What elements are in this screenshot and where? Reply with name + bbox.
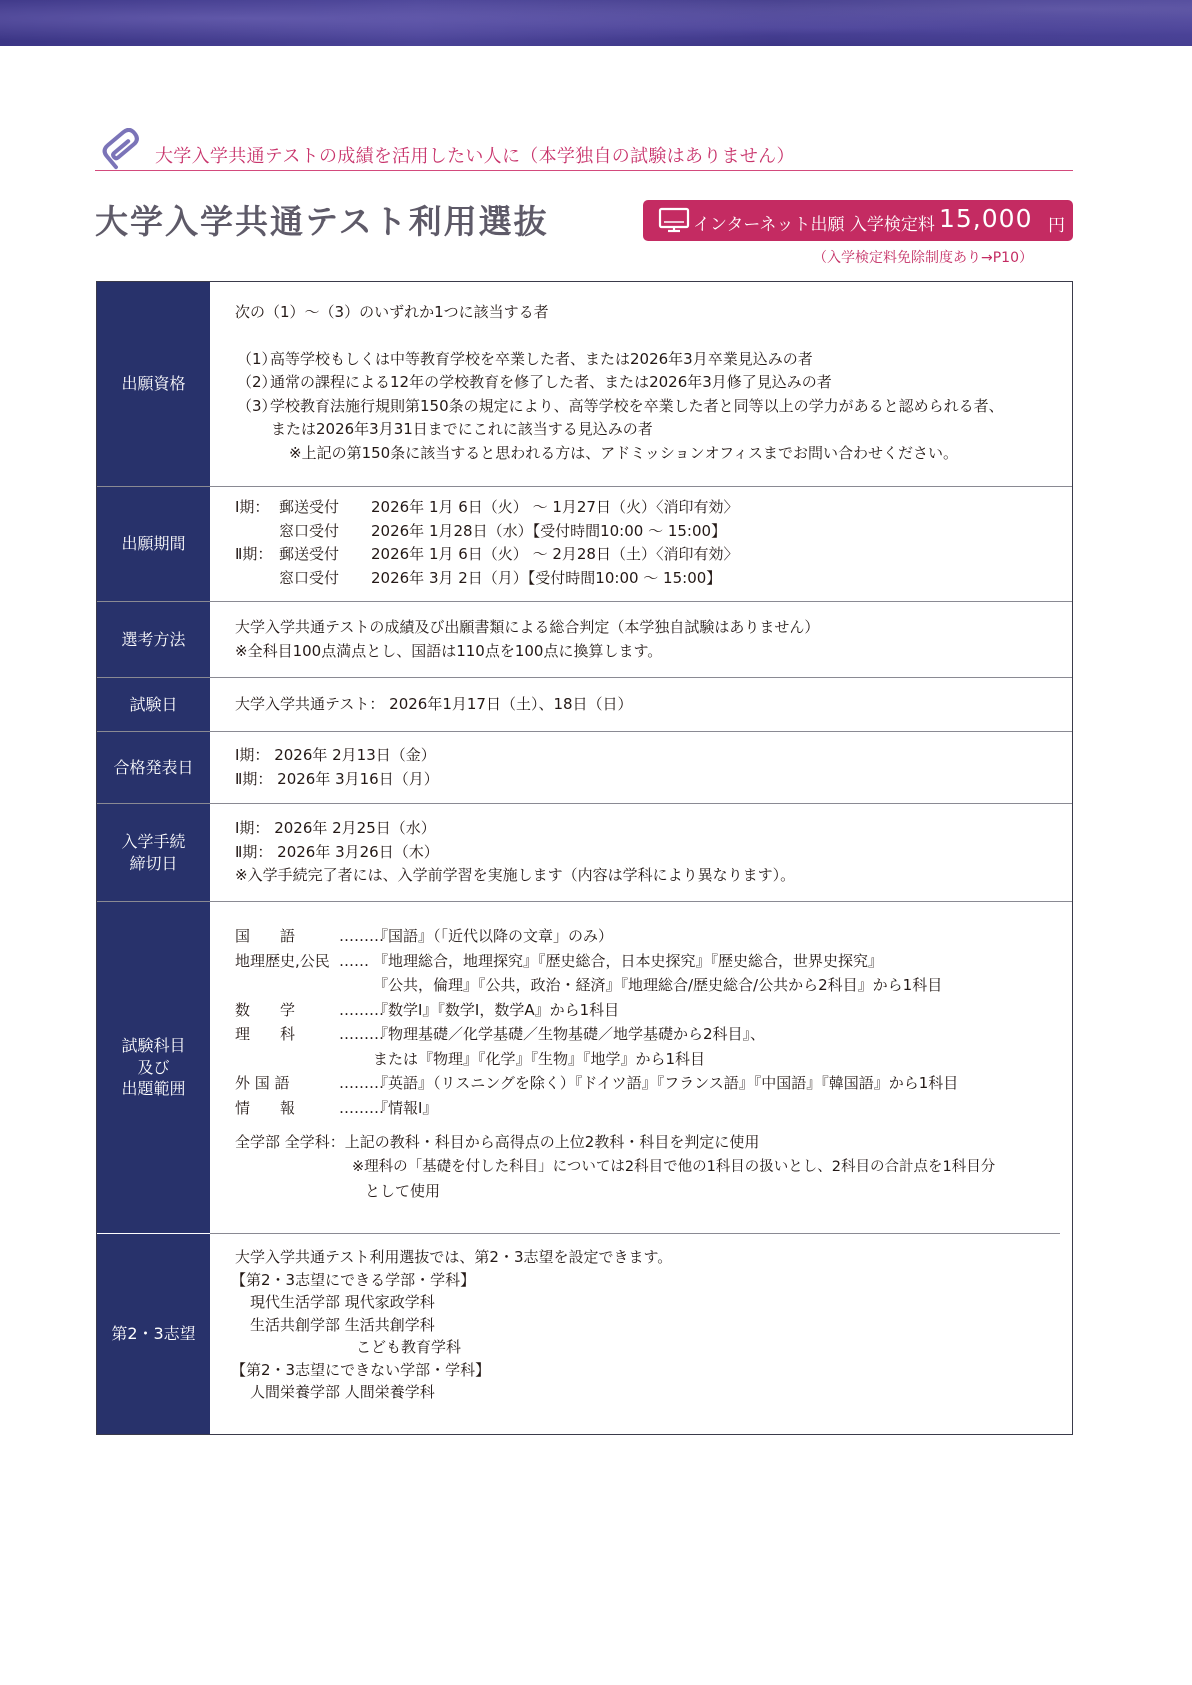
eligibility-continuation: または2026年3月31日までにこれに該当する見込みの者 <box>271 420 653 438</box>
subject-line: 地理歴史,公民 …… 『地理総合，地理探究』『歴史総合，日本史探究』『歴史総合，世界史探究』 <box>235 951 884 970</box>
subjects-rule-note-cont: として使用 <box>365 1182 441 1200</box>
row-label <box>97 804 210 901</box>
row-content <box>210 902 1072 1233</box>
fee-unit: 円 <box>1048 216 1065 236</box>
period-line: 窓口受付 2026年 1月28日（水）【受付時間10:00 ～ 15:00】 <box>279 521 727 540</box>
subject-line: 理 科 ……… 『物理基礎／化学基礎／生物基礎／地学基礎から2科目』、 <box>235 1025 766 1043</box>
row-content <box>210 1234 1072 1434</box>
row-label: 選考方法 <box>97 602 210 677</box>
choice-cannot-heading: 【第2・3志望にできない学部・学科】 <box>231 1360 491 1379</box>
row-enrollment <box>97 804 1072 901</box>
subject-line: 情 報 ……… 『情報Ⅰ』 <box>235 1098 438 1117</box>
period-line: Ⅱ期： 郵送受付 2026年 1月 6日（火） ～ 2月28日（土）〈消印有効〉 <box>235 545 739 563</box>
eligibility-item: （1）高等学校もしくは中等教育学校を卒業した者、または2026年3月卒業見込みの者 <box>237 349 813 368</box>
choice-can-heading: 【第2・3志望にできる学部・学科】 <box>231 1270 476 1289</box>
subject-line: または『物理』『化学』『生物』『地学』から1科目 <box>373 1049 706 1068</box>
subjects-label-2: 及び <box>137 1057 170 1077</box>
row-label: 第2・3志望 <box>97 1234 210 1434</box>
page-title: 大学入学共通テスト利用選抜 <box>95 202 549 241</box>
choice-can-item: 現代生活学部 現代家政学科 <box>250 1293 435 1311</box>
enroll-label-2: 締切日 <box>129 853 178 873</box>
choice-intro: 大学入学共通テスト利用選抜では、第2・3志望を設定できます。 <box>235 1248 673 1266</box>
fee-label: インターネット出願 入学検定料 <box>693 215 935 235</box>
fee-amount: 15,000 <box>939 204 1033 233</box>
row-label <box>97 902 210 1233</box>
requirements-table <box>96 281 1073 1435</box>
enroll-line: ※入学手続完了者には、入学前学習を実施します（内容は学科により異なります）。 <box>235 866 796 885</box>
subject-line: 外 国 語 ……… 『英語』（リスニングを除く）『ドイツ語』『フランス語』『中国語』『韓国語』から1科目 <box>235 1074 959 1092</box>
choice-can-item: 生活共創学部 生活共創学科 <box>250 1315 435 1334</box>
enroll-label-1: 入学手続 <box>121 831 186 851</box>
row-announcement <box>97 732 1072 803</box>
fee-note: （入学検定料免除制度あり→P10） <box>813 250 1033 266</box>
exam-date-text: 大学入学共通テスト： 2026年1月17日（土）、18日（日） <box>235 694 633 713</box>
subheading-bar <box>95 128 1073 171</box>
announce-line: Ⅰ期： 2026年 2月13日（金） <box>235 746 436 764</box>
row-period <box>97 487 1072 601</box>
subjects-rule-note: ※理科の「基礎を付した科目」については2科目で他の1科目の扱いとし、2科目の合計点を1科目分 <box>352 1158 996 1175</box>
row-content <box>210 487 1072 601</box>
eligibility-item: （3）学校教育法施行規則第150条の規定により、高等学校を卒業した者と同等以上の学力があると認められる者、 <box>237 396 1004 415</box>
announce-line: Ⅱ期： 2026年 3月16日（月） <box>235 769 439 788</box>
subject-line: 国 語 ……… 『国語』（「近代以降の文章」のみ） <box>235 927 614 945</box>
selection-line: 大学入学共通テストの成績及び出願書類による総合判定（本学独自試験はありません） <box>235 618 820 636</box>
row-content <box>210 678 1072 731</box>
subject-line: 数 学 ……… 『数学Ⅰ』『数学Ⅰ，数学A』から1科目 <box>235 1000 620 1019</box>
row-selection <box>97 602 1072 677</box>
choice-cannot-item: 人間栄養学部 人間栄養学科 <box>250 1383 435 1401</box>
row-exam-date <box>97 678 1072 731</box>
enroll-line: Ⅰ期： 2026年 2月25日（水） <box>235 819 436 838</box>
eligibility-intro: 次の（1）～（3）のいずれか1つに該当する者 <box>235 303 549 321</box>
row-choice <box>97 1234 1072 1434</box>
subject-line: 『公共，倫理』『公共，政治・経済』『地理総合/歴史総合/公共から2科目』から1科目 <box>373 976 943 994</box>
paperclip-icon <box>95 128 155 178</box>
row-content <box>210 282 1072 486</box>
subheading-text: 大学入学共通テストの成績を活用したい人に（本学独自の試験はありません） <box>155 146 795 167</box>
row-label: 試験日 <box>97 678 210 731</box>
row-content <box>210 804 1072 901</box>
period-line: 窓口受付 2026年 3月 2日（月）【受付時間10:00 ～ 15:00】 <box>279 568 722 587</box>
row-content <box>210 602 1072 677</box>
subjects-label-1: 試験科目 <box>121 1036 186 1056</box>
enroll-line: Ⅱ期： 2026年 3月26日（木） <box>235 842 439 861</box>
period-line: Ⅰ期： 郵送受付 2026年 1月 6日（火） ～ 1月27日（火）〈消印有効〉 <box>235 498 739 516</box>
eligibility-note: ※上記の第150条に該当すると思われる方は、アドミッションオフィスまでお問い合わせください。 <box>289 443 958 462</box>
row-content <box>210 732 1072 803</box>
choice-can-item: こども教育学科 <box>356 1338 462 1356</box>
eligibility-item: （2）通常の課程による12年の学校教育を修了した者、または2026年3月修了見込みの者 <box>237 373 832 391</box>
row-subjects <box>97 902 1072 1233</box>
header-band <box>0 0 1192 46</box>
row-label: 出願期間 <box>97 487 210 601</box>
row-eligibility <box>97 282 1072 486</box>
subjects-rule: 全学部 全学科：上記の教科・科目から高得点の上位2教科・科目を判定に使用 <box>235 1133 760 1151</box>
fee-badge <box>643 200 1073 241</box>
selection-line: ※全科目100点満点とし、国語は110点を100点に換算します。 <box>235 641 663 660</box>
monitor-icon <box>658 207 690 234</box>
row-label: 出願資格 <box>97 282 210 486</box>
row-label: 合格発表日 <box>97 732 210 803</box>
subjects-label-3: 出題範囲 <box>121 1079 186 1099</box>
